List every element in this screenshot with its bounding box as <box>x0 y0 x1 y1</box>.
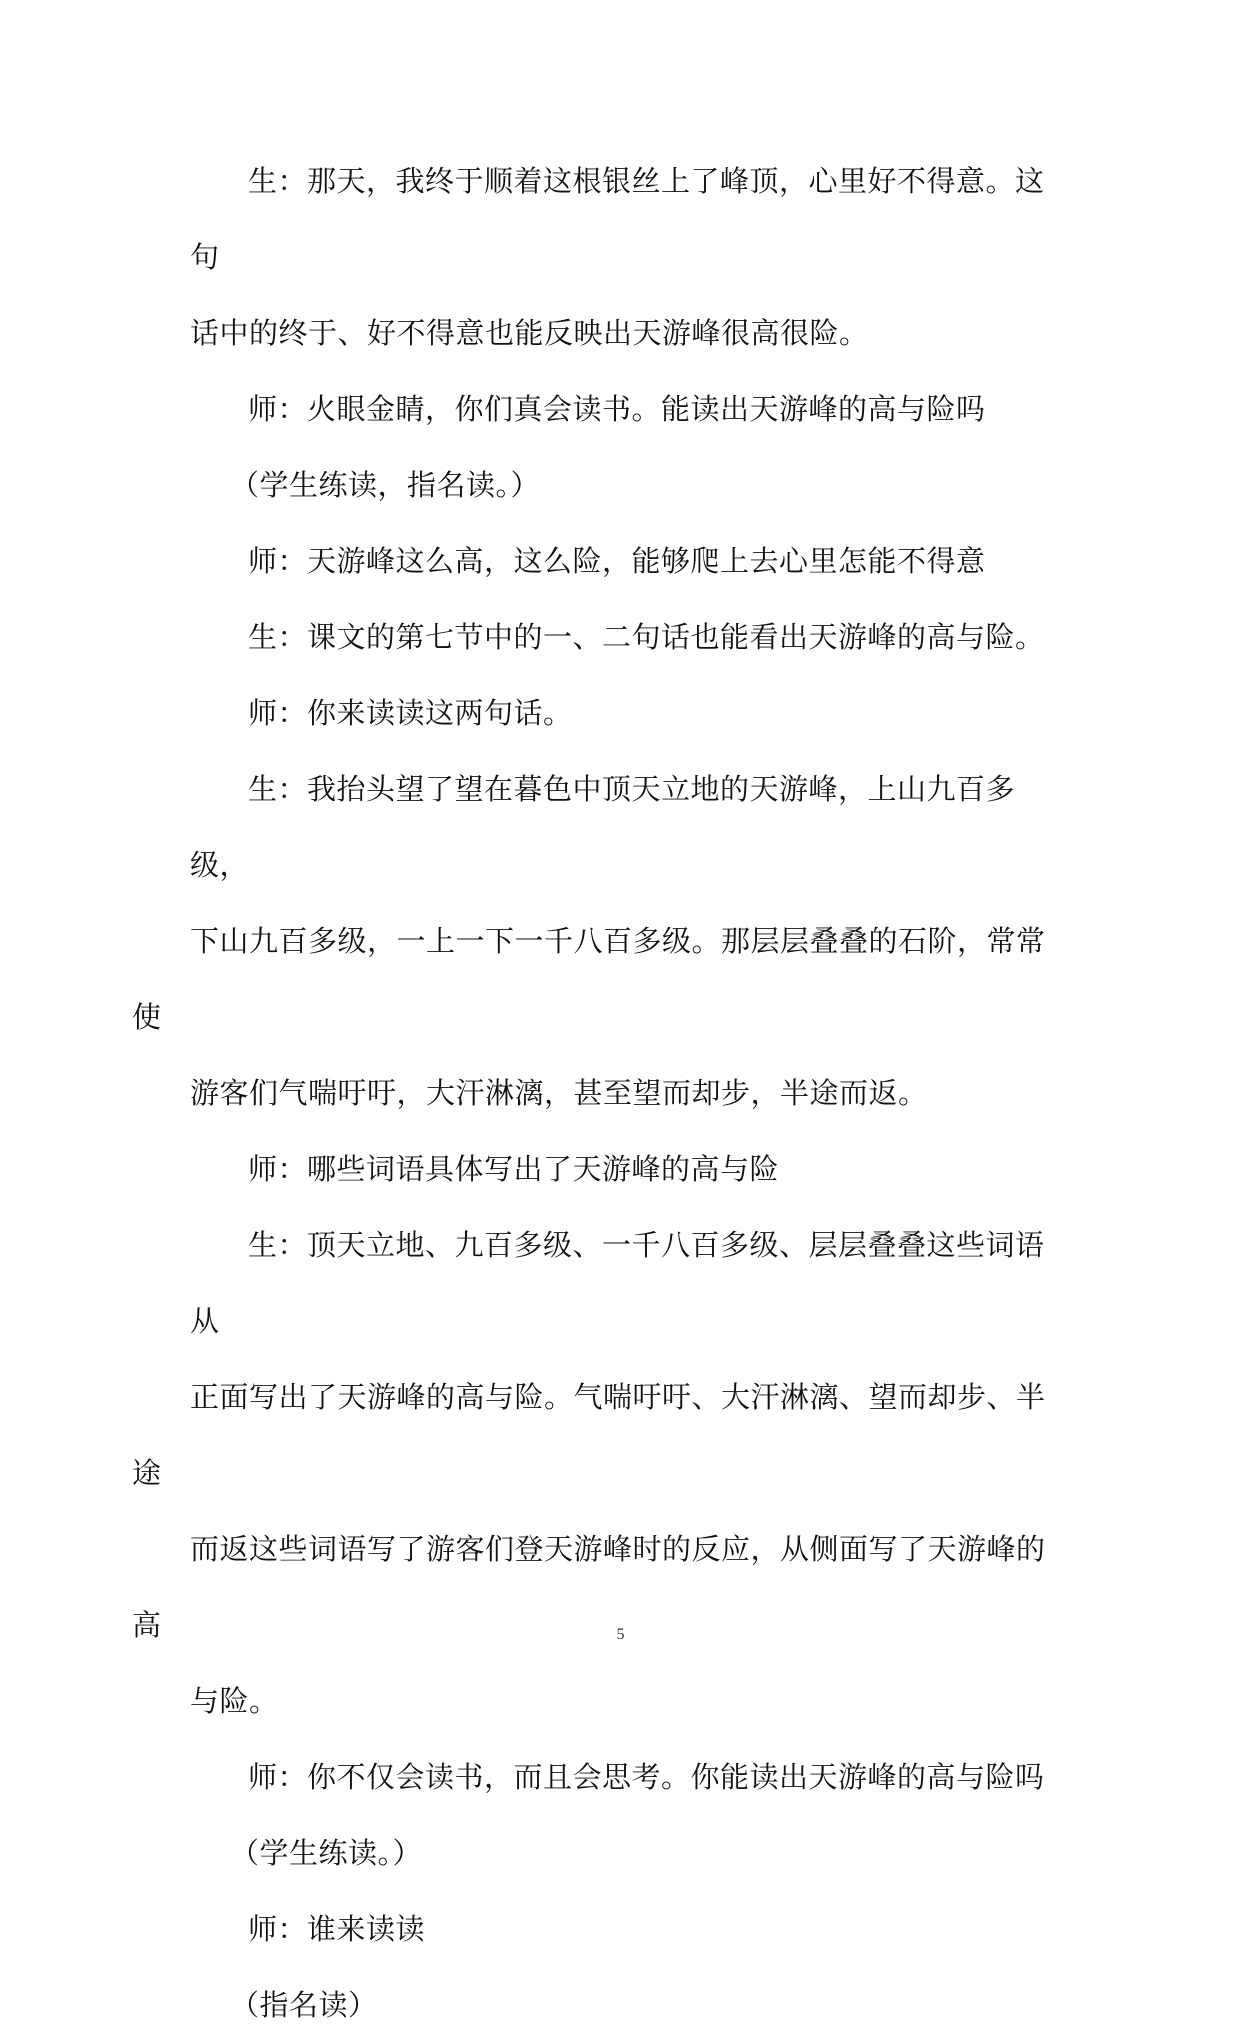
paragraph <box>132 751 1050 1131</box>
text-line: 师：你不仅会读书，而且会思考。你能读出天游峰的高与险吗 <box>248 1760 1045 1794</box>
document-body <box>132 143 1050 2043</box>
text-line: 生：课文的第七节中的一、二句话也能看出天游峰的高与险。 <box>248 620 1045 654</box>
paragraph <box>190 523 1050 599</box>
paragraph <box>190 447 1050 523</box>
paragraph <box>190 1815 1050 1891</box>
text-line: 生：那天，我终于顺着这根银丝上了峰顶，心里好不得意。这句 <box>190 164 1045 274</box>
paragraph <box>190 1739 1050 1815</box>
paragraph <box>190 1967 1050 2043</box>
paragraph <box>190 1891 1050 1967</box>
text-line: 游客们气喘吁吁，大汗淋漓，甚至望而却步，半途而返。 <box>190 1076 928 1110</box>
paragraph <box>132 1207 1050 1739</box>
text-line: （学生练读，指名读。） <box>230 468 541 502</box>
text-line: （指名读） <box>230 1988 378 2022</box>
text-line: 师：你来读读这两句话。 <box>248 696 573 730</box>
text-line: 与险。 <box>190 1684 279 1718</box>
paragraph <box>190 1131 1050 1207</box>
text-line: 师：哪些词语具体写出了天游峰的高与险 <box>248 1152 780 1186</box>
text-line: 师：火眼金睛，你们真会读书。能读出天游峰的高与险吗 <box>248 392 986 426</box>
text-line: 师：谁来读读 <box>248 1912 426 1946</box>
text-line: （学生练读。） <box>230 1836 423 1870</box>
paragraph <box>190 675 1050 751</box>
text-line: 而返这些词语写了游客们登天游峰时的反应，从侧面写了天游峰的高 <box>132 1532 1046 1642</box>
text-line: 下山九百多级，一上一下一千八百多级。那层层叠叠的石阶，常常使 <box>132 924 1046 1034</box>
page-number: 5 <box>616 1626 625 1643</box>
text-line: 生：我抬头望了望在暮色中顶天立地的天游峰，上山九百多级， <box>190 772 1016 882</box>
paragraph <box>190 599 1050 675</box>
text-line: 师：天游峰这么高，这么险，能够爬上去心里怎能不得意 <box>248 544 986 578</box>
paragraph <box>190 143 1050 371</box>
text-line: 话中的终于、好不得意也能反映出天游峰很高很险。 <box>190 316 869 350</box>
paragraph <box>190 371 1050 447</box>
text-line: 生：顶天立地、九百多级、一千八百多级、层层叠叠这些词语从 <box>190 1228 1045 1338</box>
text-line: 正面写出了天游峰的高与险。气喘吁吁、大汗淋漓、望而却步、半途 <box>132 1380 1046 1490</box>
